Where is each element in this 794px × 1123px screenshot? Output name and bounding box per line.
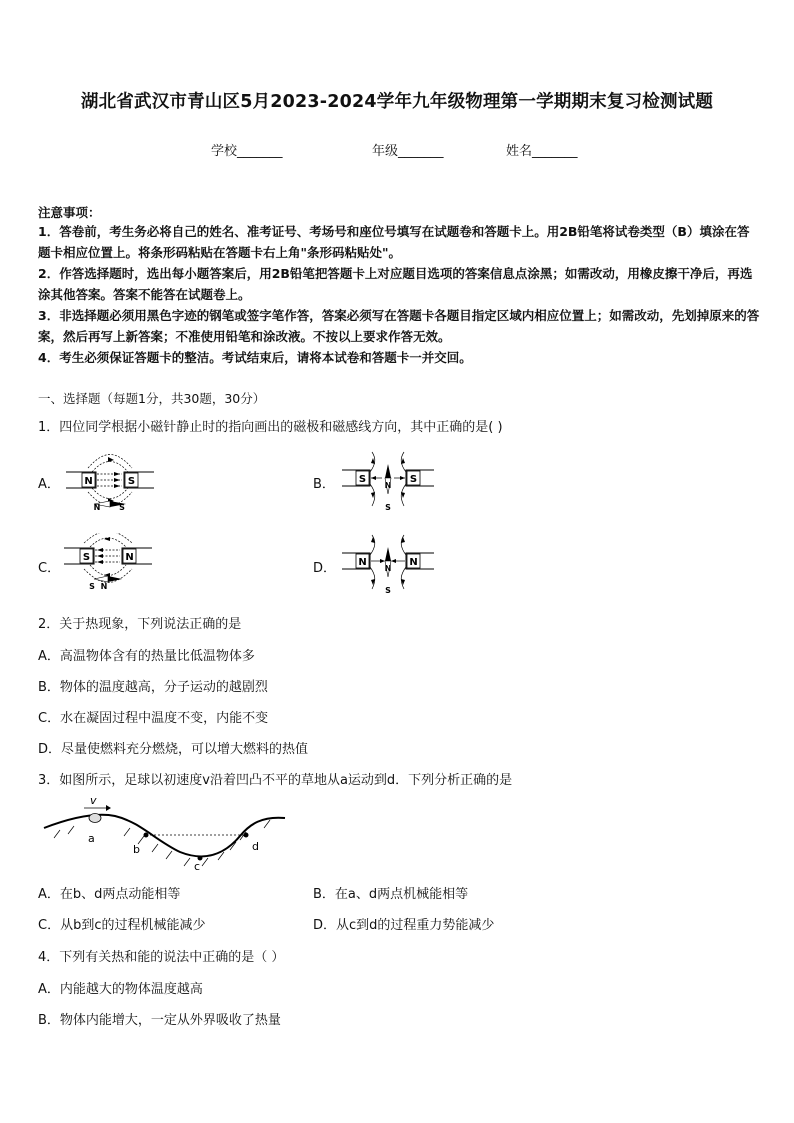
notice-item-3: 3．非选择题必须用黑色字迹的钢笔或签字笔作答，答案必须写在答题卡各题目指定区域内相应位置上；如需改动，先划掉原来的答案，然后再写上新答案；不准使用铅笔和涂改液。不按以上要求作答无效。 (38, 308, 760, 344)
fig-a-needle-n: N (93, 503, 101, 512)
section-heading: 一、选择题（每题1分，共30题，30分） (38, 391, 266, 406)
notice-item-2: 2．作答选择题时，选出每小题答案后，用2B铅笔把答题卡上对应题目选项的答案信息点涂黑；如需改动，用橡皮擦干净后，再选涂其他答案。答案不能答在试题卷上。 (38, 266, 753, 302)
fig-d-right-pole: N (409, 557, 418, 568)
q4-stem: 4．下列有关热和能的说法中正确的是（ ） (38, 950, 285, 965)
q2-option-c: C．水在凝固过程中温度不变，内能不变 (38, 711, 269, 726)
q3-label-d: d (252, 840, 259, 853)
fig-b-left-pole: S (358, 474, 367, 485)
grade-field: 年级_______ (372, 144, 444, 159)
q2-option-d: D．尽量使燃料充分燃烧，可以增大燃料的热值 (38, 742, 309, 757)
notice-item-4: 4．考生必须保证答题卡的整洁。考试结束后，请将本试卷和答题卡一并交回。 (38, 350, 472, 365)
q1-option-d-label: D． (313, 561, 337, 576)
name-field: 姓名_______ (506, 144, 578, 159)
q1-option-c-label: C． (38, 561, 61, 576)
fig-c-needle-n: N (100, 582, 108, 591)
q1-figure-a (64, 450, 156, 512)
q4-option-a: A．内能越大的物体温度越高 (38, 982, 203, 997)
q2-option-b: B．物体的温度越高，分子运动的越剧烈 (38, 680, 268, 695)
fig-a-right-pole: S (127, 476, 136, 487)
q1-stem: 1．四位同学根据小磁针静止时的指向画出的磁极和磁感线方向，其中正确的是( ) (38, 420, 503, 435)
q2-stem: 2．关于热现象，下列说法正确的是 (38, 617, 242, 632)
q3-stem: 3．如图所示，足球以初速度v沿着凹凸不平的草地从a运动到d．下列分析正确的是 (38, 773, 513, 788)
q4-option-b: B．物体内能增大，一定从外界吸收了热量 (38, 1013, 281, 1028)
fig-c-left-pole: S (82, 552, 91, 563)
fig-d-needle-s: S (385, 586, 391, 595)
q1-figure-b (340, 450, 436, 514)
q3-figure (40, 792, 292, 870)
fig-b-needle-s: S (385, 503, 391, 512)
q2-option-a: A．高温物体含有的热量比低温物体多 (38, 649, 255, 664)
q1-figure-c (62, 533, 154, 595)
q1-option-a-label: A． (38, 477, 60, 492)
fig-a-needle-s: S (119, 503, 125, 512)
q3-label-c: c (194, 860, 201, 870)
q3-label-v: v (90, 794, 97, 807)
q3-option-b: B．在a、d两点机械能相等 (313, 887, 469, 902)
school-field: 学校_______ (211, 144, 283, 159)
fig-b-right-pole: S (409, 474, 418, 485)
fig-d-needle-n: N (384, 564, 392, 573)
fig-b-needle-n: N (384, 481, 392, 490)
notice-item-1: 1．答卷前，考生务必将自己的姓名、准考证号、考场号和座位号填写在试题卷和答题卡上。用2B铅笔将试卷类型（B）填涂在答题卡相应位置上。将条形码粘贴在答题卡右上角"条形码粘贴处"。 (38, 224, 750, 260)
q3-option-c: C．从b到c的过程机械能减少 (38, 918, 206, 933)
q3-label-a: a (88, 832, 95, 845)
q3-label-b: b (133, 843, 140, 856)
q3-option-a: A．在b、d两点动能相等 (38, 887, 181, 902)
fig-a-left-pole: N (84, 476, 93, 487)
q3-option-d: D．从c到d的过程重力势能减少 (313, 918, 495, 933)
q1-figure-d (340, 533, 438, 597)
fig-d-left-pole: N (358, 557, 367, 568)
notice-heading: 注意事项： (38, 205, 101, 220)
page-title: 湖北省武汉市青山区5月2023-2024学年九年级物理第一学期期末复习检测试题 (80, 92, 714, 112)
q1-option-b-label: B． (313, 477, 335, 492)
fig-c-needle-s: S (89, 582, 95, 591)
fig-c-right-pole: N (125, 552, 134, 563)
